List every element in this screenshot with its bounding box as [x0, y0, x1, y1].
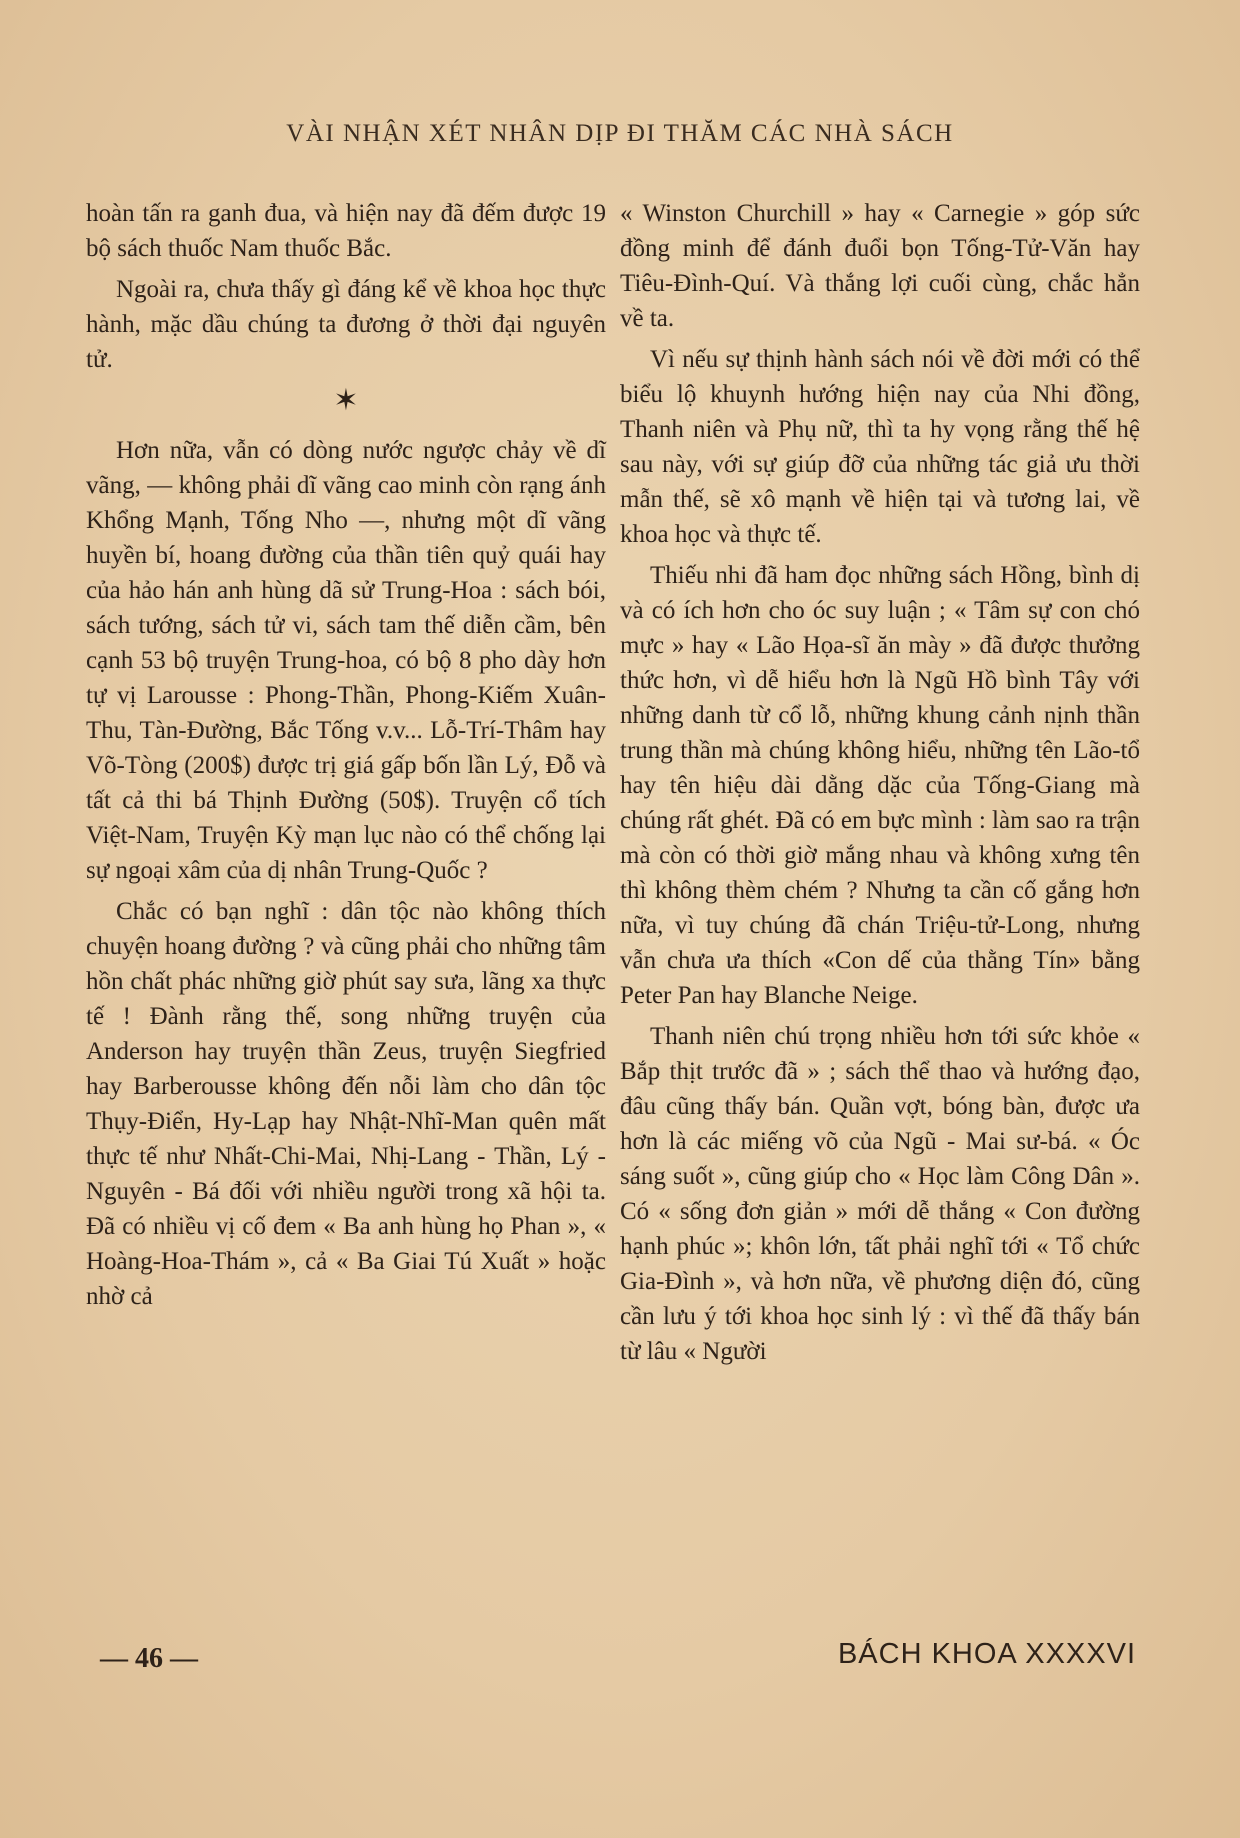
section-divider-star-icon: ✶ [333, 384, 359, 417]
left-column [86, 196, 606, 1320]
paragraph: hoàn tấn ra ganh đua, và hiện nay đã đếm được 19 bộ sách thuốc Nam thuốc Bắc. [86, 200, 606, 262]
paragraph: Vì nếu sự thịnh hành sách nói về đời mới có thể biểu lộ khuynh hướng hiện nay của Nhi đồng, Thanh niên và Phụ nữ, thì ta hy vọng rằng thế hệ sau này, với sự giúp đỡ của những tác giả ưu thời mẫn thế, sẽ xô mạnh về hiện tại và tương lai, về khoa học và thực tế. [620, 346, 1140, 548]
paragraph: Thanh niên chú trọng nhiều hơn tới sức khỏe « Bắp thịt trước đã » ; sách thể thao và hướng đạo, đâu cũng thấy bán. Quần vợt, bóng bàn, được ưa hơn là các miếng võ của Ngũ - Mai sư-bá. « Óc sáng suốt », cũng giúp cho « Học làm Công Dân ». Có « sống đơn giản » mới dễ thắng « Con đường hạnh phúc »; khôn lớn, tất phải nghĩ tới « Tổ chức Gia-Đình », và hơn nữa, về phương diện đó, cũng cần lưu ý tới khoa học sinh lý : vì thế đã thấy bán từ lâu « Người [620, 1023, 1140, 1365]
running-header: VÀI NHẬN XÉT NHÂN DỊP ĐI THĂM CÁC NHÀ SÁCH [286, 120, 954, 147]
magazine-issue: BÁCH KHOA XXXXVI [837, 1638, 1136, 1670]
paragraph: Ngoài ra, chưa thấy gì đáng kể về khoa học thực hành, mặc dầu chúng ta đương ở thời đại nguyên tử. [86, 276, 606, 373]
page-number: — 46 — [100, 1643, 198, 1674]
paragraph: Hơn nữa, vẫn có dòng nước ngược chảy về dĩ vãng, — không phải dĩ vãng cao minh còn rạng ánh Khổng Mạnh, Tống Nho —, nhưng một dĩ vãng huyền bí, hoang đường của thần tiên quỷ quái hay của hảo hán anh hùng dã sử Trung-Hoa : sách bói, sách tướng, sách tử vi, sách tam thế diễn cầm, bên cạnh 53 bộ truyện Trung-hoa, có bộ 8 pho dày hơn tự vị Larousse : Phong-Thần, Phong-Kiếm Xuân-Thu, Tàn-Đường, Bắc Tống v.v... Lỗ-Trí-Thâm hay Võ-Tòng (200$) được trị giá gấp bốn lần Lý, Đỗ và tất cả thi bá Thịnh Đường (50$). Truyện cổ tích Việt-Nam, Truyện Kỳ mạn lục nào có thể chống lại sự ngoại xâm của dị nhân Trung-Quốc ? [86, 437, 606, 884]
paragraph: « Winston Churchill » hay « Carnegie » góp sức đồng minh để đánh đuổi bọn Tống-Tử-Văn hay Tiêu-Đình-Quí. Và thắng lợi cuối cùng, chắc hẳn về ta. [620, 200, 1140, 332]
right-column [620, 196, 1140, 1375]
paragraph: Chắc có bạn nghĩ : dân tộc nào không thích chuyện hoang đường ? và cũng phải cho những tâm hồn chất phác những giờ phút say sưa, lãng xa thực tế ! Đành rằng thế, song những truyện của Anderson hay truyện thần Zeus, truyện Siegfried hay Barberousse không đến nỗi làm cho dân tộc Thụy-Điển, Hy-Lạp hay Nhật-Nhĩ-Man quên mất thực tế như Nhất-Chi-Mai, Nhị-Lang - Thần, Lý - Nguyên - Bá đối với nhiều người trong xã hội ta. Đã có nhiều vị cố đem « Ba anh hùng họ Phan », « Hoàng-Hoa-Thám », cả « Ba Giai Tú Xuất » hoặc nhờ cả [86, 898, 606, 1310]
paragraph: Thiếu nhi đã ham đọc những sách Hồng, bình dị và có ích hơn cho óc suy luận ; « Tâm sự con chó mực » hay « Lão Họa-sĩ ăn mày » đã được thưởng thức hơn, vì dễ hiểu hơn là Ngũ Hồ bình Tây với những danh từ cổ lỗ, những khung cảnh nịnh thần trung thần mà chúng không hiểu, những tên Lão-tổ hay tên hiệu dài dằng dặc của Tống-Giang mà chúng rất ghét. Đã có em bực mình : làm sao ra trận mà còn có thời giờ mắng nhau và không xưng tên thì không thèm chém ? Nhưng ta cần cố gắng hơn nữa, vì tuy chúng đã chán Triệu-tử-Long, nhưng vẫn chưa ưa thích «Con dế của thằng Tín» bằng Peter Pan hay Blanche Neige. [620, 562, 1140, 1009]
